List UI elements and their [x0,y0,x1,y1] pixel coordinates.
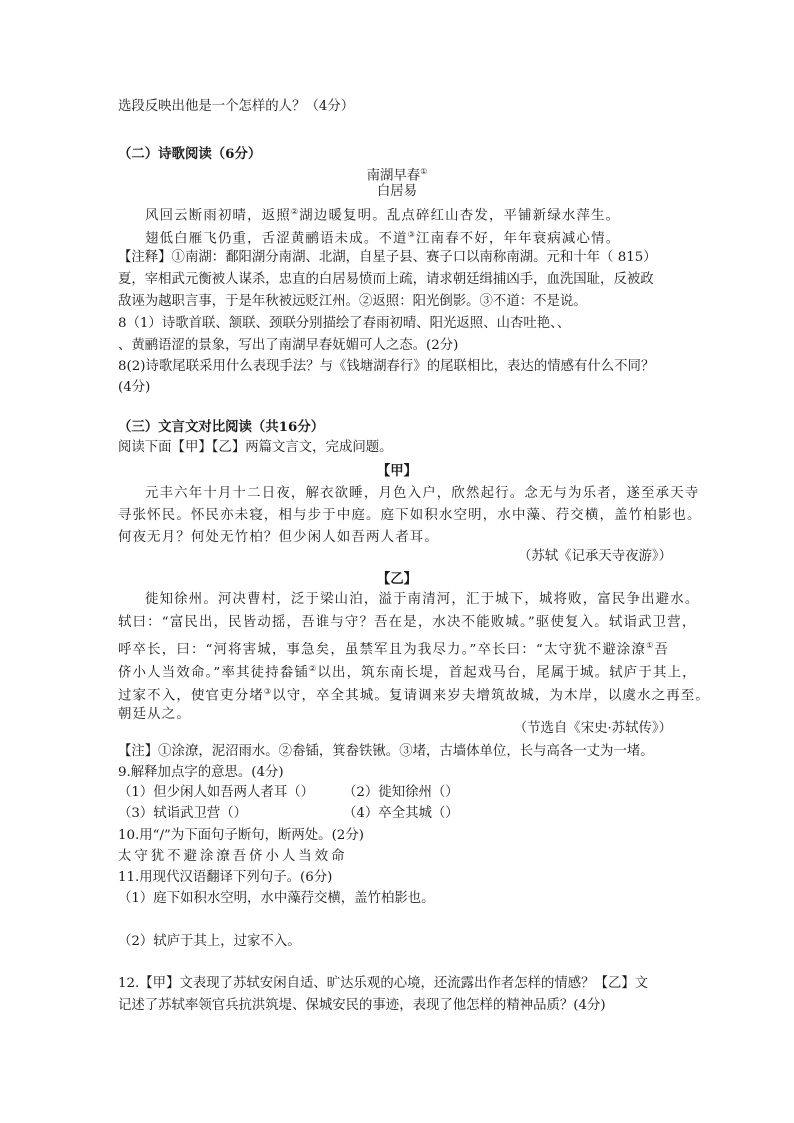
poem-annotation: 夏，宰相武元衡被人谋杀，忠直的白居易愤而上疏，请求朝廷缉捕凶手，血洗国耻，反被政 [118,272,654,287]
passage-jia-text: 元丰六年十月十二日夜，解衣欲睡，月色入户，欣然起行。念无与为乐者，遂至承天寺 [145,486,700,501]
question-12: 记述了苏轼率领官兵抗洪筑堤、保城安民的事迹，表现了他怎样的精神品质？(4分) [118,998,606,1013]
question-8-1: 、黄鹂语涩的景象，写出了南湖早春妩媚可人之态。(2分) [118,338,459,353]
question-10-sentence: 太守犹不避涂潦吾侪小人当效命 [118,849,348,864]
passage-label-jia: 【甲】 [376,463,418,479]
passage-yi-text: 呼卒长，曰：“河将害城，事急矣，虽禁军且为我尽力。”卒长曰：“太守犹不避涂潦①吾 [118,641,670,658]
question-8-2: 8(2)诗歌尾联采用什么表现手法？与《钱塘湖春行》的尾联相比，表达的情感有什么不同？ [118,359,655,374]
question-9-item: （2）徙知徐州（） [343,785,459,800]
question-8-2: (4分) [118,380,151,395]
question-11-item: （1）庭下如积水空明，水中藻荇交横，盖竹柏影也。 [118,891,435,906]
question-8-1: 8（1）诗歌首联、颔联、颈联分别描绘了春雨初晴、阳光返照、山杏吐艳、、 [118,316,571,331]
poem-line-2: 翅低白雁飞仍重，舌涩黄鹂语未成。不道③江南春不好，年年衰病减心情。 [145,230,621,247]
question-11: 11.用现代汉语翻译下列句子。(6分) [118,870,333,885]
passage-jia-text: 何夜无月？何处无竹柏？但少闲人如吾两人者耳。 [118,530,439,545]
passage-jia-text: 寻张怀民。怀民亦未寝，相与步于中庭。庭下如积水空明，水中藻、荇交横，盖竹柏影也。 [118,508,702,523]
section-heading-classical: （三）文言文对比阅读（共16分） [118,419,325,435]
section-heading-poem: （二）诗歌阅读（6分） [118,146,262,162]
passage-yi-source: （节选自《宋史·苏轼传》） [513,721,672,736]
poem-line-1: 风回云断雨初晴，返照②湖边暖复明。乱点碎红山杏发，平铺新绿水萍生。 [145,207,621,224]
question-11-item: （2）轼庐于其上，过家不入。 [118,934,301,949]
passage-yi-text: 徙知徐州。河决曹村，泛于梁山泊，溢于南清河，汇于城下，城将败，富民争出避水。 [145,592,700,607]
poem-author: 白居易 [376,184,418,199]
poem-title: 南湖早春① [366,167,428,184]
passage-yi-text: 侪小人当效命。”率其徒持畚锸②以出，筑东南长堤，首起戏马台，尾属于城。轼庐于其上， [118,664,697,681]
question-10: 10.用“/”为下面句子断句，断两处。(2分) [118,828,364,843]
question-9: 9.解释加点字的意思。(4分) [118,765,284,780]
question-12: 12.【甲】文表现了苏轼安闲自适、旷达乐观的心境，还流露出作者怎样的情感？【乙】文 [118,976,649,991]
instructions: 阅读下面【甲】【乙】两篇文言文，完成问题。 [118,440,393,455]
passage-yi-text: 轼曰：“富民出，民皆动摇，吾谁与守？吾在是，水决不能败城。”驱使复入。轼诣武卫营， [118,615,697,630]
question-9-item: （1）但少闲人如吾两人者耳（） [118,785,314,800]
passage-jia-source: （苏轼《记承天寺夜游》） [518,549,672,564]
question-text: 选段反映出他是一个怎样的人？（4分） [118,99,355,114]
poem-annotation: 【注释】①南湖：鄱阳湖分南湖、北湖，自星子县、赛子口以南称南湖。元和十年（ 815） [118,250,657,265]
question-9-item: （3）轼诣武卫营（） [118,806,248,821]
passage-label-yi: 【乙】 [376,571,418,587]
poem-annotation: 敌诬为越职言事，于是年秋被远贬江州。②返照：阳光倒影。③不道：不是说。 [118,294,587,309]
passage-yi-text: 朝廷从之。 [118,707,191,722]
question-9-item: （4）卒全其城（） [343,806,459,821]
passage-note: 【注】①涂潦，泥沼雨水。②畚锸，箕畚铁锹。③堵，古墙体单位，长与高各一丈为一堵。 [118,744,654,759]
passage-yi-text: 过家不入，使官吏分堵③以守，卒全其城。复请调来岁夫增筑故城，为木岸，以虞水之再至。 [118,687,710,704]
